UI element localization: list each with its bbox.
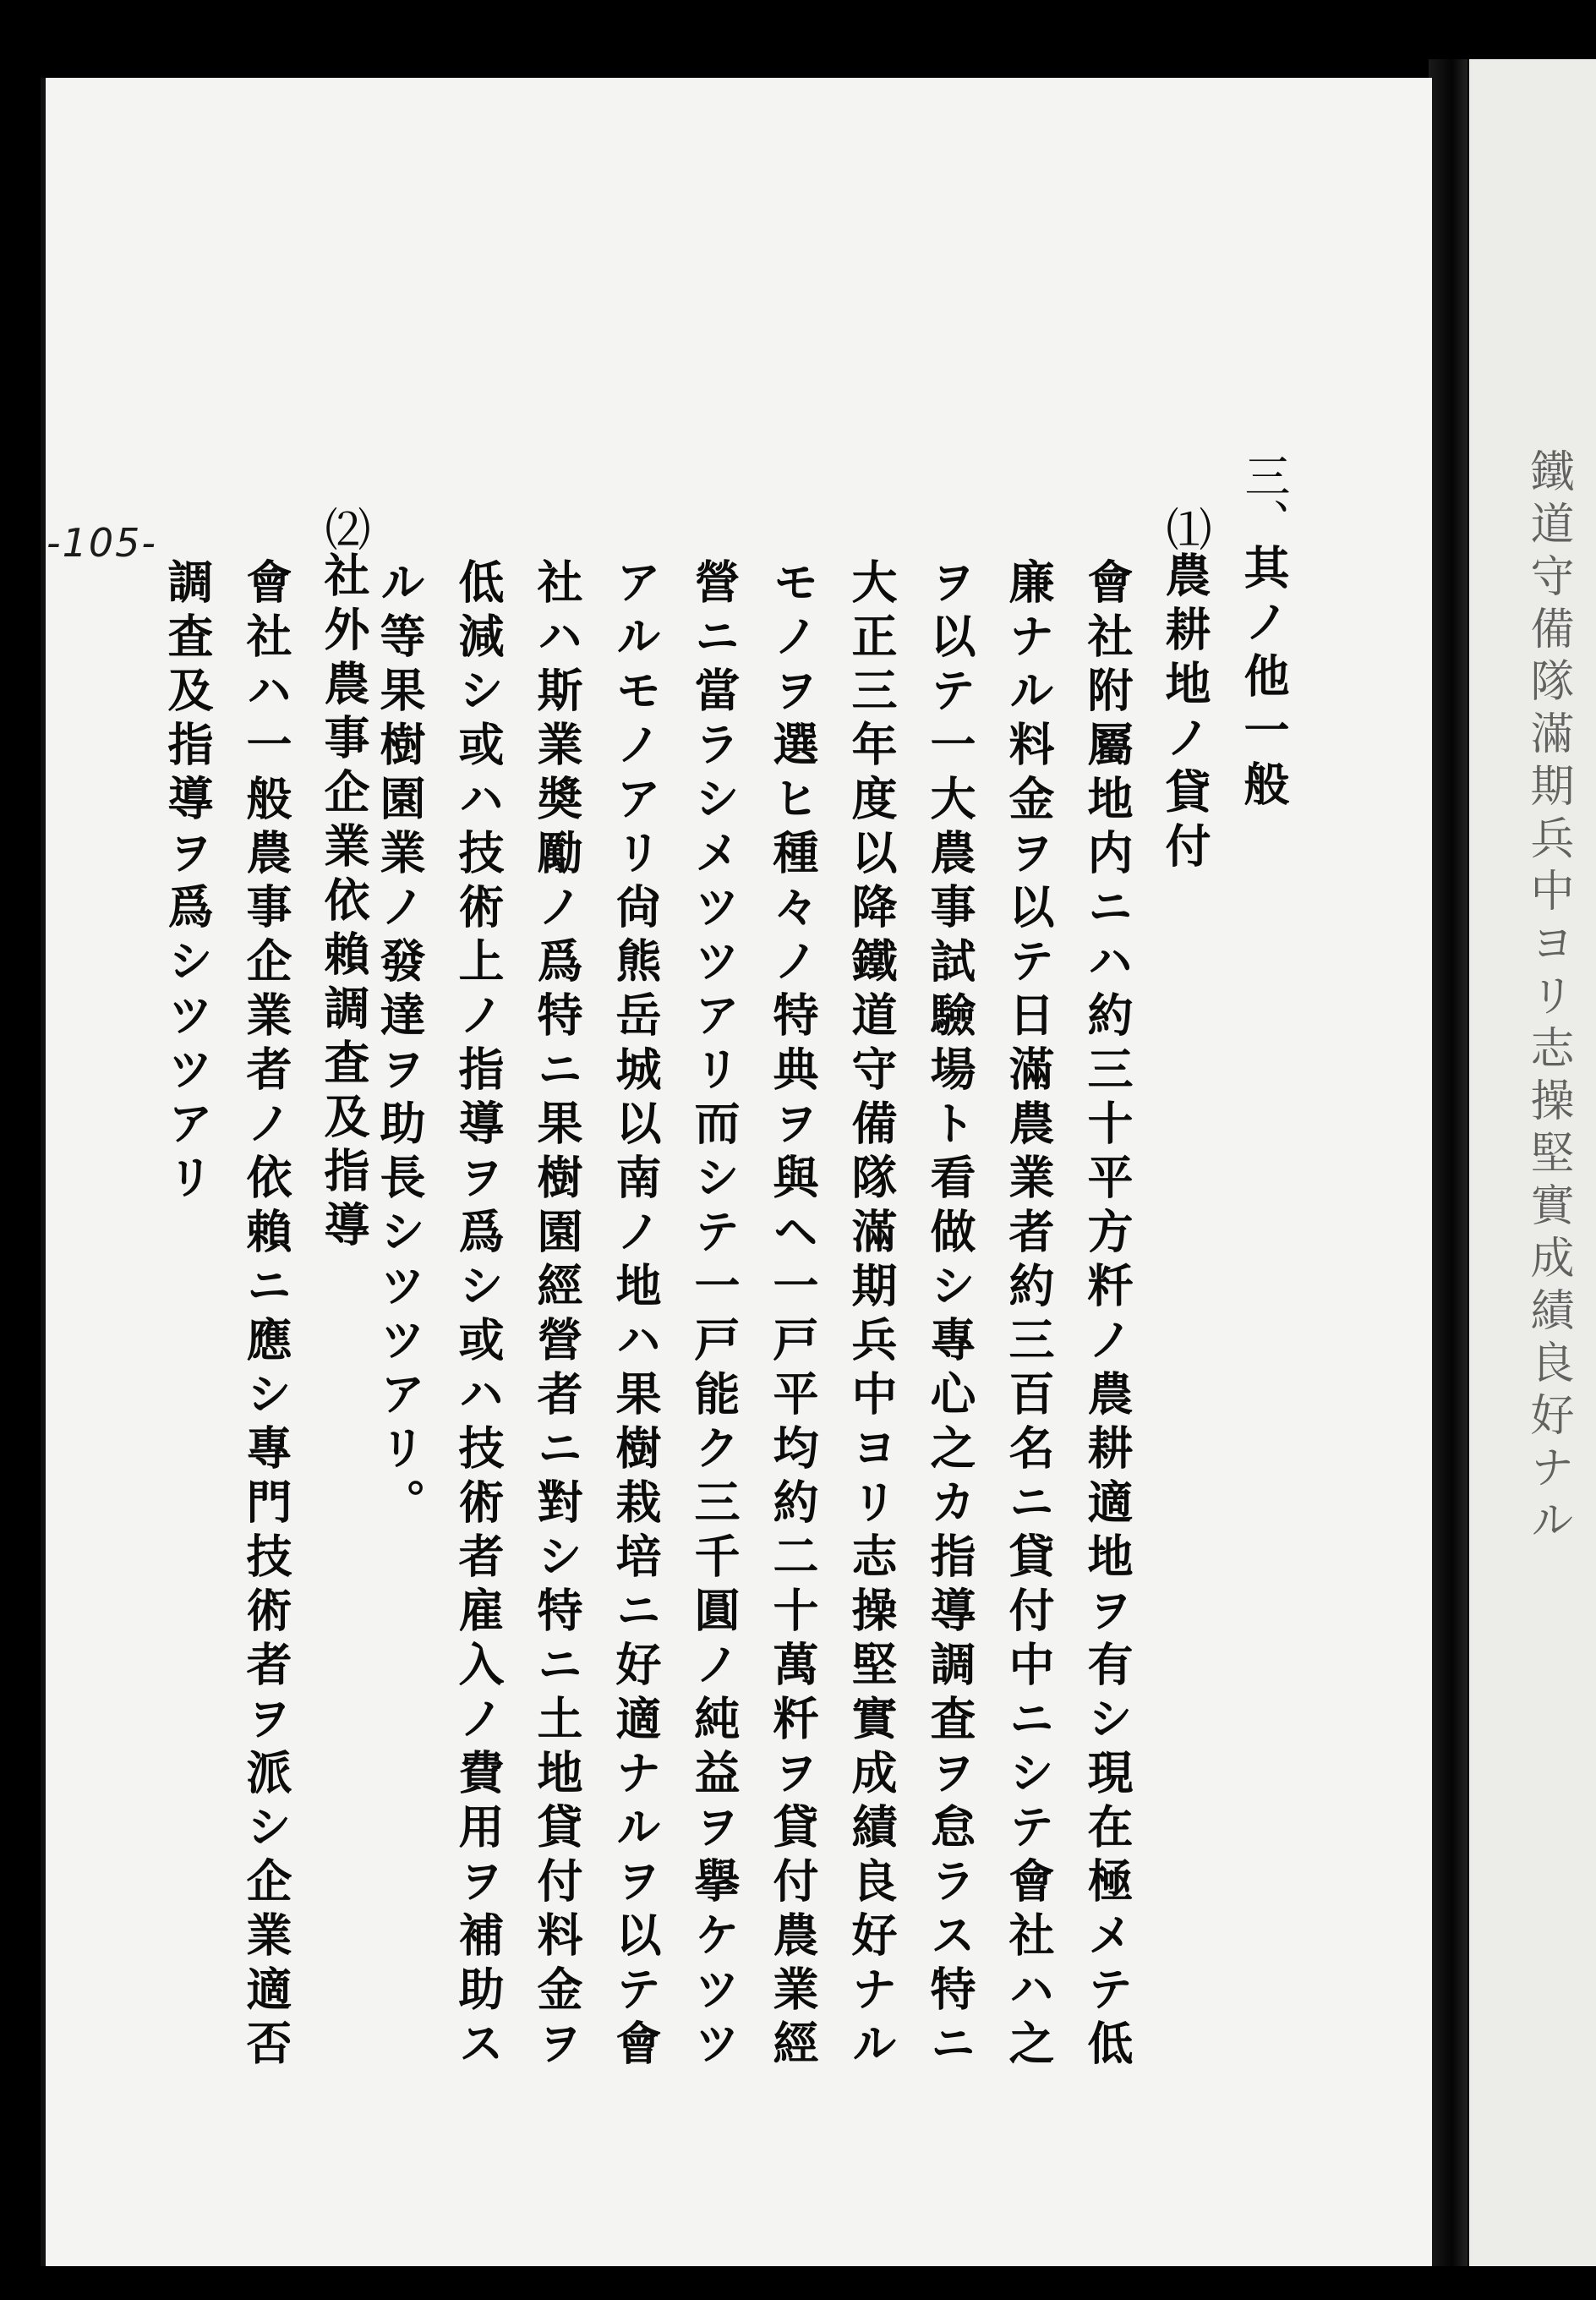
body-line: 廉ナル料金ヲ以テ日滿農業者約三百名ニ貸付中ニシテ會社ハ之 xyxy=(1002,558,1056,2073)
body-line: 調査及指導ヲ爲シツツアリ xyxy=(161,558,215,1208)
handwritten-page-number: -105- xyxy=(46,520,157,566)
heading-marker: 三、 xyxy=(1238,452,1291,544)
body-line: ヲ以テ一大農事試驗場ト看做シ專心之カ指導調査ヲ怠ラス特ニ xyxy=(923,558,977,2073)
subsection-title-text-1: 農耕地ノ貸付 xyxy=(1158,551,1212,876)
body-line: 低減シ或ハ技術上ノ指導ヲ爲シ或ハ技術者雇入ノ費用ヲ補助ス xyxy=(451,558,506,2073)
body-line: 社ハ斯業奬勵ノ爲特ニ果樹園經營者ニ對シ特ニ土地貸付料金ヲ xyxy=(530,558,584,2073)
subsection-marker-2: ⑵ xyxy=(318,506,371,551)
subsection-title-1 xyxy=(1158,506,1212,876)
body-line: 大正三年度以降鐵道守備隊滿期兵中ヨリ志操堅實成績良好ナル xyxy=(844,558,899,2073)
subsection-title-2 xyxy=(317,506,371,1255)
subsection-title-text-2: 社外農事企業依賴調査及指導 xyxy=(317,551,371,1255)
section-heading xyxy=(1237,452,1291,814)
body-line: モノヲ選ヒ種々ノ特典ヲ與ヘ一戸平均約二十萬粁ヲ貸付農業經 xyxy=(766,558,820,2073)
subsection-marker-1: ⑴ xyxy=(1159,506,1212,551)
heading-text: 其ノ他一般 xyxy=(1237,544,1291,814)
scan-bottom-edge xyxy=(0,2266,1596,2300)
book-spine xyxy=(1429,59,1468,2275)
body-line: 會社附屬地内ニハ約三十平方粁ノ農耕適地ヲ有シ現在極メテ低 xyxy=(1080,558,1134,2073)
body-line: 會社ハ一般農事企業者ノ依賴ニ應シ專門技術者ヲ派シ企業適否 xyxy=(239,558,293,2073)
adjacent-page-text: 鐵道守備隊滿期兵中ヨリ志操堅實成績良好ナル xyxy=(1522,448,1573,1549)
body-line: ル等果樹園業ノ發達ヲ助長シツツアリ。 xyxy=(373,558,427,1532)
body-line: アルモノアリ尙熊岳城以南ノ地ハ果樹栽培ニ好適ナルヲ以テ會 xyxy=(609,558,663,2073)
body-line: 營ニ當ラシメツツアリ而シテ一戸能ク三千圓ノ純益ヲ擧ケツツ xyxy=(687,558,741,2073)
